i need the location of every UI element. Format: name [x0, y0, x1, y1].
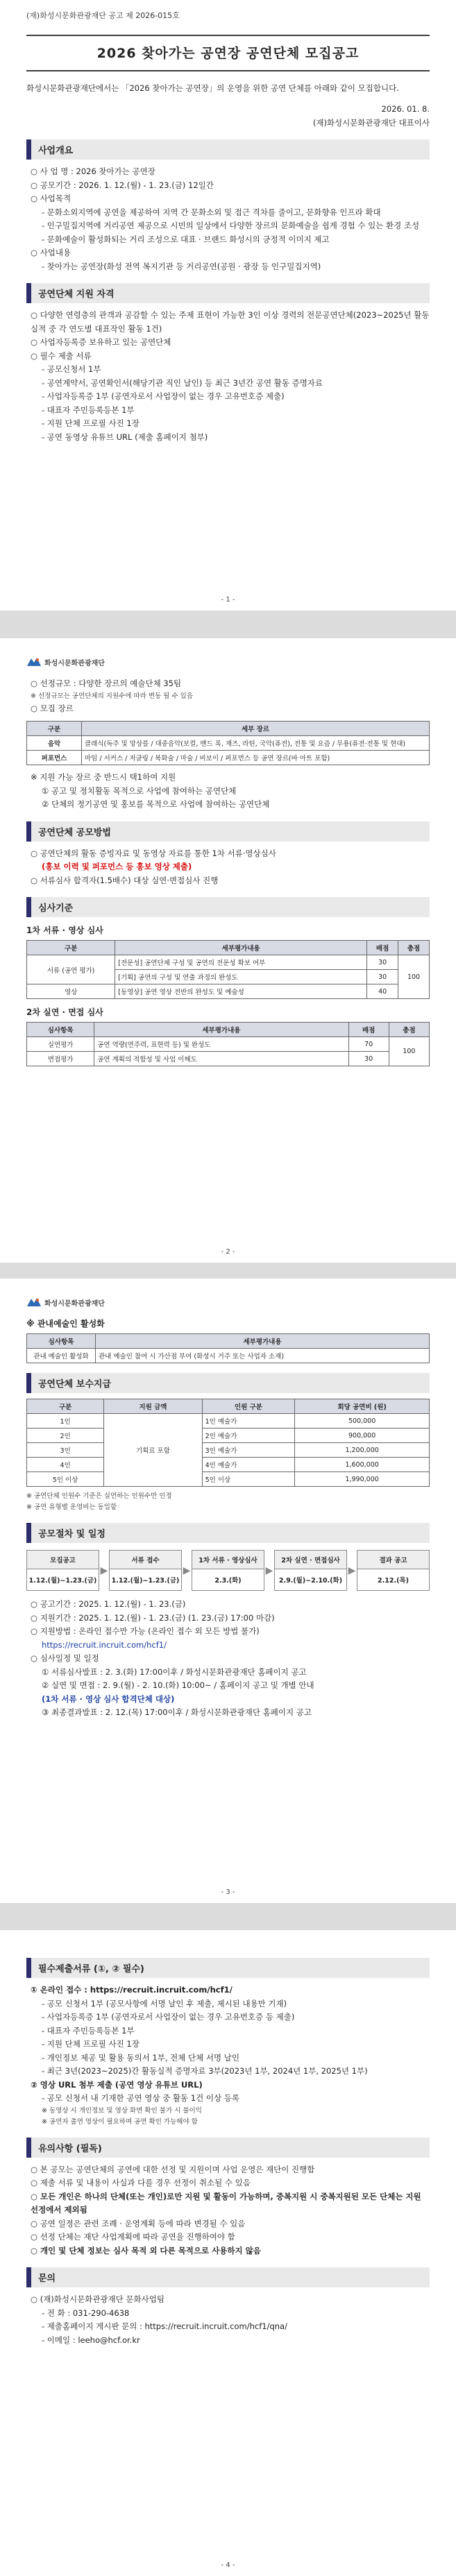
list-item: ② 단체의 정기공연 및 홍보를 목적으로 사업에 참여하는 공연단체 [42, 799, 270, 809]
table-cell: 서류 (공연 평가) [27, 955, 115, 984]
table-cell: 70 [348, 1037, 389, 1052]
logo-mark-icon [26, 1297, 42, 1308]
logo [26, 1279, 430, 1308]
list-item: (홍보 이력 및 퍼포먼스 등 홍보 영상 제출) [42, 862, 192, 871]
list-item: - 제출홈페이지 게시판 문의 : https://recruit.incruit.com/hcf1/qna/ [42, 2321, 287, 2331]
list-item: - 전 화 : 031-290-4638 [42, 2308, 130, 2318]
list-item: - 인구밀집지역에 거리공연 제공으로 시민의 일상에서 다양한 장르의 문화예술을 쉽게 경험 수 있는 환경 조성 [42, 221, 420, 230]
criteria-table-2 [26, 1022, 430, 1066]
flow-step [192, 1550, 264, 1591]
list-item: ○ 모든 개인은 하나의 단체(또는 개인)로만 지원 및 활동이 가능하며, 중복지원 시 중복지원된 모든 단체는 지원 선정에서 제외됨 [31, 2191, 421, 2215]
list-item: - 찾아가는 공연장(화성 전역 복지기관 등 거리공연(공원 · 광장 등 인구밀집지역) [42, 261, 321, 271]
apply-link[interactable]: https://recruit.incruit.com/hcf1/ [42, 1639, 167, 1650]
table-header: 구분 [27, 1399, 104, 1414]
arrow-right-icon: ▶ [265, 1564, 273, 1576]
process-flow [26, 1550, 430, 1591]
flow-step-date: 1.12.(월)~1.23.(금) [111, 1577, 180, 1585]
table-header: 세부 장르 [82, 722, 430, 736]
qualify-list [26, 309, 430, 444]
list-item: ※ 공연단체 인원수 기준은 실연하는 인원수만 인정 [26, 1492, 172, 1500]
section-criteria-heading: 심사기준 [26, 897, 430, 917]
local-table [26, 1333, 430, 1363]
flow-step [357, 1550, 430, 1591]
section-method-heading: 공연단체 공모방법 [26, 821, 430, 842]
arrow-right-icon: ▶ [100, 1564, 108, 1576]
list-item: ○ 선정 단체는 재단 사업계획에 따라 공연을 진행하여야 함 [31, 2232, 235, 2242]
table-cell: 1인 [27, 1414, 104, 1428]
table-cell: 5인 이상 [202, 1472, 295, 1487]
criteria-sub1: 1차 서류 · 영상 심사 [26, 926, 103, 935]
criteria-sub2: 2차 실연 · 면접 심사 [26, 1007, 103, 1017]
overview-list [26, 165, 430, 273]
intro-text: 화성시문화관광재단에서는 「2026 찾아가는 공연장」의 운영을 위한 공연 단체를 아래와 같이 모집합니다. [26, 83, 399, 93]
list-item: ○ 공고기간 : 2025. 1. 12.(월) - 1. 23.(금) [31, 1599, 186, 1609]
list-item: ○ 사업자등록증 보유하고 있는 공연단체 [31, 337, 171, 347]
flow-step-date: 1.12.(월)~1.23.(금) [28, 1577, 97, 1585]
list-item: ○ 사 업 명 : 2026 찾아가는 공연장 [31, 167, 155, 176]
list-item: ○ 서류심사 합격자(1.5배수) 대상 실연·면접심사 진행 [31, 875, 219, 885]
table-header: 심사항목 [27, 1023, 94, 1037]
table-header: 구분 [27, 722, 82, 736]
list-item: ○ 개인 및 단체 정보는 심사 목적 외 다른 목적으로 사용하지 않음 [31, 2245, 261, 2255]
table-cell: 3인 예술가 [202, 1443, 295, 1458]
flow-step [26, 1550, 99, 1591]
list-item: ③ 최종결과발표 : 2. 12.(목) 17:00이후 / 화성시문화관광재단 홈페이지 공고 [42, 1707, 312, 1717]
table-cell: 30 [367, 970, 398, 984]
list-item: - 대표자 주민등록등본 1부 [42, 404, 135, 415]
table-cell: 1인 예술가 [202, 1414, 295, 1428]
list-item: - 대표자 주민등록등본 1부 [42, 2025, 135, 2036]
org-name: (재)화성시문화관광재단 대표이사 [312, 118, 430, 128]
list-item: ② 영상 URL 첨부 제출 (공연 영상 유튜브 URL) [31, 2079, 203, 2090]
section-docs-heading: 필수제출서류 (①, ② 필수) [26, 1958, 430, 1978]
list-item: - 문화예술이 활성화되는 거리 조성으로 대표 · 브랜드 화성시의 긍정적 이미지 제고 [42, 234, 330, 244]
logo-mark-icon [26, 656, 42, 667]
table-cell: 30 [367, 955, 398, 970]
flow-step-title: 모집공고 [27, 1551, 99, 1569]
notice-date: 2026. 01. 8. [381, 104, 430, 114]
flow-step-title: 1차 서류 · 영상심사 [192, 1551, 264, 1569]
table-header: 세부평가내용 [94, 1023, 348, 1037]
table-cell: 1,200,000 [295, 1443, 430, 1458]
section-pay-heading: 공연단체 보수지급 [26, 1373, 430, 1393]
list-item: (1차 서류 · 영상 심사 합격단체 대상) [42, 1694, 175, 1704]
table-cell: 관내 예술인 활성화 [27, 1349, 96, 1363]
docs-list [26, 1984, 430, 2128]
table-cell: [동영상] 공연 영상 전반의 완성도 및 예술성 [115, 984, 367, 999]
list-item: - 공연계약서, 공연확인서(해당기관 직인 날인) 등 최근 3년간 공연 활동 증명자료 [42, 377, 323, 388]
flow-step-title: 서류 접수 [110, 1551, 181, 1569]
page-number: - 4 - [221, 2561, 235, 2569]
table-cell: 면접평가 [27, 1052, 94, 1066]
table-header: 세부평가내용 [96, 1334, 430, 1349]
list-item: ② 실연 및 면접 : 2. 9.(월) - 2. 10.(화) 10:00~ / 홈페이지 공고 및 개별 안내 [42, 1680, 314, 1690]
table-header: 배점 [348, 1023, 389, 1037]
flow-step [274, 1550, 347, 1591]
table-cell: 3인 [27, 1443, 104, 1458]
list-item: ○ 선정규모 : 다양한 장르의 예술단체 35팀 [31, 679, 182, 688]
list-item: ○ 다양한 연령층의 관객과 공감할 수 있는 주제 표현이 가능한 3인 이상 경력의 전문공연단체(2023~2025년 활동 실적 중 각 연도별 대표작인 활동 1건) [31, 310, 430, 334]
local-note: ※ 관내예술인 활성화 [26, 1319, 105, 1329]
table-cell: 4인 예술가 [202, 1458, 295, 1472]
table-header: 세부평가내용 [115, 941, 367, 955]
genre-notes [26, 771, 430, 812]
list-item: - 지원 단체 프로필 사진 1장 [42, 418, 140, 428]
list-item: - 이메일 : leeho@hcf.or.kr [42, 2335, 140, 2345]
table-cell: 30 [348, 1052, 389, 1066]
logo-text: 화성시문화관광재단 [44, 659, 105, 667]
list-item: - 사업자등록증 1부 (공연자로서 사업장이 없는 경우 고유번호증 제출) [42, 391, 285, 401]
section-qualify-heading: 공연단체 지원 자격 [26, 283, 430, 303]
table-cell: 500,000 [295, 1414, 430, 1428]
list-item: ○ 사업내용 [31, 248, 71, 257]
list-item: ○ 공연 일정은 관련 조례 · 운영계획 등에 따라 변경될 수 있음 [31, 2218, 246, 2228]
flow-step-date: 2.3.(화) [214, 1577, 242, 1585]
method-list [26, 847, 430, 888]
table-cell: 퍼포먼스 [27, 751, 82, 765]
page-4 [0, 1930, 456, 2576]
table-cell: 40 [367, 984, 398, 999]
table-cell: 공연 역량(연주력, 표현력 등) 및 완성도 [94, 1037, 348, 1052]
table-header: 지원 금액 [104, 1399, 202, 1414]
list-item: ※ 동영상 시 개인정보 및 영상 화면 확인 불가 시 불이익 [42, 2106, 202, 2115]
logo [26, 638, 430, 667]
signature-block [26, 102, 430, 130]
caution-list [26, 2163, 430, 2258]
page-title: 2026 찾아가는 공연장 공연단체 모집공고 [26, 35, 430, 71]
logo-text: 화성시문화관광재단 [44, 1299, 105, 1308]
table-cell: 음악 [27, 736, 82, 751]
arrow-right-icon: ▶ [183, 1564, 191, 1576]
flow-step [109, 1550, 182, 1591]
table-header: 인원 구분 [202, 1399, 295, 1414]
table-cell: 클래식(독주 및 앙상블 / 대중음악(보컬, 밴드 록, 재즈, 라틴, 국악(퓨전), 전통 및 요즘 / 무용(퓨전·전통 및 현대) [82, 736, 430, 751]
page-number: - 3 - [221, 1888, 235, 1896]
table-cell: 공연 계획의 적합성 및 사업 이해도 [94, 1052, 348, 1066]
table-cell: 900,000 [295, 1428, 430, 1443]
table-cell: 실연평가 [27, 1037, 94, 1052]
list-item: ① 서류심사발표 : 2. 3.(화) 17:00이후 / 화성시문화관광재단 홈페이지 공고 [42, 1666, 307, 1677]
page-2 [0, 638, 456, 1263]
table-header: 총점 [389, 1023, 429, 1037]
list-item: ○ 제출 서류 및 내용이 사실과 다를 경우 선정이 취소될 수 있음 [31, 2178, 251, 2187]
criteria-table-1 [26, 940, 430, 999]
page-3 [0, 1279, 456, 1903]
table-cell: 2인 예술가 [202, 1428, 295, 1443]
table-header: 심사항목 [27, 1334, 96, 1349]
list-item: ○ (재)화성시문화관광재단 문화사업팀 [31, 2294, 164, 2304]
table-header: 총점 [398, 941, 430, 955]
table-cell: 관내 예술인 참여 시 가산점 부여 (화성시 거주 또는 사업자 소재) [96, 1349, 430, 1363]
flow-step-title: 2차 실연 · 면접심사 [275, 1551, 346, 1569]
list-item: ○ 모집 장르 [31, 703, 74, 713]
pay-notes [26, 1491, 430, 1513]
list-item: ○ 지원방법 : 온라인 접수만 가능 (온라인 접수 외 모든 방법 불가) [31, 1626, 260, 1636]
table-cell: 1,990,000 [295, 1472, 430, 1487]
list-item: ○ 사업목적 [31, 194, 71, 203]
doc-number: (재)화성시문화관광재단 공고 제 2026-015호 [26, 11, 180, 20]
scale-list [26, 677, 430, 715]
table-cell: 100 [389, 1037, 429, 1066]
table-header: 구분 [27, 941, 115, 955]
list-item: - 개인정보 제공 및 활용 동의서 1부, 전체 단체 서명 날인 [42, 2052, 239, 2063]
arrow-right-icon: ▶ [348, 1564, 356, 1576]
list-item: - 문화소외지역에 공연을 제공하여 지역 간 문화소외 및 접근 격차를 줄이고, 문화향유 인프라 확대 [42, 207, 381, 217]
list-item: ○ 공모기간 : 2026. 1. 12.(월) - 1. 23.(금) 12일간 [31, 180, 214, 190]
section-overview-heading: 사업개요 [26, 139, 430, 160]
table-header: 회당 공연비 (원) [295, 1399, 430, 1414]
flow-step-title: 결과 공고 [357, 1551, 429, 1569]
table-cell: 1,600,000 [295, 1458, 430, 1472]
table-cell: 기획료 포함 [104, 1414, 202, 1487]
list-item: ○ 심사일정 및 일정 [31, 1653, 99, 1663]
list-item: ※ 지원 가능 장르 중 반드시 택1하여 지원 [31, 772, 176, 782]
list-item: ○ 지원기간 : 2025. 1. 12.(월) - 1. 23.(금) (1. 23.(금) 17:00 마감) [31, 1612, 275, 1623]
table-cell: 4인 [27, 1458, 104, 1472]
list-item: ① 공고 및 정치활동 목적으로 사업에 참여하는 공연단체 [42, 785, 237, 796]
schedule-list [26, 1598, 430, 1720]
list-item: ※ 선정규모는 공연단체의 지원수에 따라 변동 될 수 있음 [31, 692, 194, 700]
section-contact-heading: 문의 [26, 2267, 430, 2287]
page-number: - 1 - [221, 596, 235, 604]
flow-step-date: 2.9.(월)~2.10.(화) [278, 1577, 343, 1585]
list-item: - 공모신청서 1부 [42, 364, 101, 374]
list-item: - 공연 동영상 유튜브 URL (제출 홈페이지 첨부) [42, 432, 208, 442]
list-item: ○ 필수 제출 서류 [31, 350, 92, 361]
flow-step-date: 2.12.(목) [378, 1577, 409, 1585]
table-header: 배점 [367, 941, 398, 955]
list-item: - 최근 3년(2023~2025)간 활동실적 증명자료 3부(2023년 1부, 2024년 1부, 2025년 1부) [42, 2066, 368, 2076]
section-caution-heading: 유의사항 (필독) [26, 2138, 430, 2158]
list-item: - 공모 신청서 내 기재한 공연 영상 중 활동 1건 이상 등록 [42, 2093, 239, 2103]
table-cell: 2인 [27, 1428, 104, 1443]
list-item: ※ 공연 유형별 운영비는 동일함 [26, 1503, 117, 1511]
table-cell: 마임 / 서커스 / 저글링 / 복화술 / 마술 / 비보이 / 퍼포먼스 등 공연 장르(바 아트 포함) [82, 751, 430, 765]
section-schedule-heading: 공모절차 및 일정 [26, 1523, 430, 1543]
page-number: - 2 - [221, 1248, 235, 1256]
list-item: - 사업자등록증 1부 (공연자로서 사업장이 없는 경우 고유번호증 등 제출) [42, 2012, 295, 2022]
contact-list [26, 2293, 430, 2347]
list-item: ※ 공연자 출연 영상이 필요하며 공연 확인 가능해야 함 [42, 2117, 198, 2126]
list-item: ○ 본 공모는 공연단체의 공연에 대한 선정 및 지원이며 사업 운영은 재단이 진행함 [31, 2164, 315, 2174]
list-item: - 공모 신청서 1부 (공모사항에 서명 날인 후 제출, 제시된 내용만 기재) [42, 1998, 287, 2008]
table-cell: 영상 [27, 984, 115, 999]
table-cell: [전문성] 공연단체 구성 및 공연의 전문성 확보 여부 [115, 955, 367, 970]
table-cell: 5인 이상 [27, 1472, 104, 1487]
table-cell: 100 [398, 955, 430, 999]
page-1 [0, 0, 456, 611]
genre-table [26, 721, 430, 765]
list-item: - 지원 단체 프로필 사진 1장 [42, 2039, 140, 2049]
list-item: ○ 공연단체의 활동 증빙자료 및 동영상 자료를 통한 1차 서류·영상심사 [31, 848, 276, 858]
list-item: ① 온라인 접수 : https://recruit.incruit.com/hcf1/ [31, 1985, 233, 1995]
table-cell: [기획] 공연의 구성 및 연출 과정의 완성도 [115, 970, 367, 984]
pay-table [26, 1399, 430, 1487]
